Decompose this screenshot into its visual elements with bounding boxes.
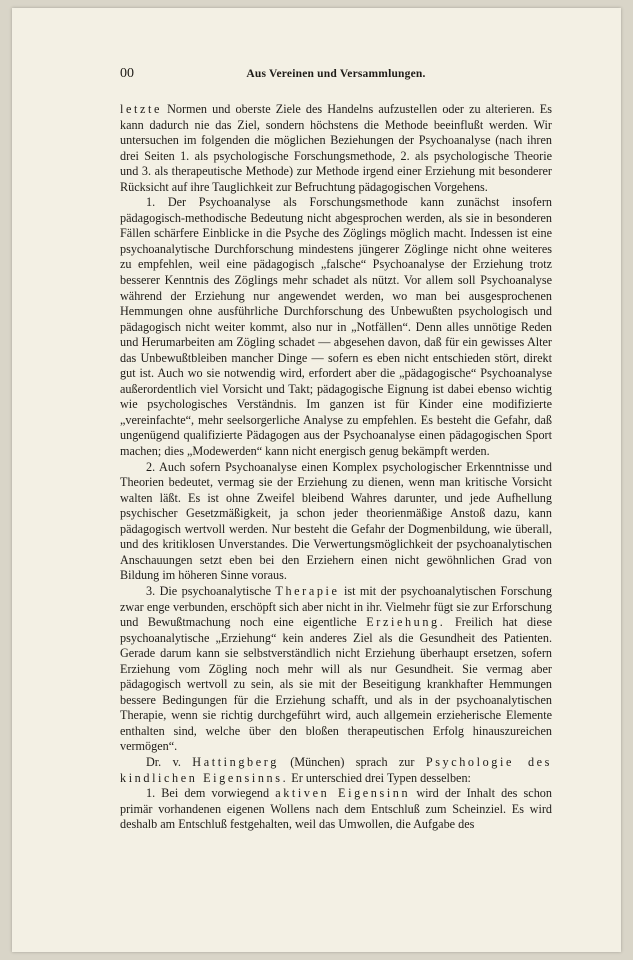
- spaced-name: Hattingberg: [192, 754, 279, 769]
- running-head: Aus Vereinen und Versammlungen.: [246, 68, 426, 80]
- page-number: 00: [120, 66, 134, 81]
- paragraph-text-mid: (München) sprach zur: [278, 754, 426, 769]
- paragraph-text: Er unterschied drei Typen desselben:: [288, 770, 471, 785]
- paragraph-text-start: 3. Die psychoanalytische: [146, 583, 276, 598]
- spaced-word: letzte: [120, 102, 162, 116]
- paragraph-6: [120, 786, 552, 833]
- paragraph-4: [120, 584, 552, 755]
- paragraph-text-mid: ist mit der psychoanalytischen Forschung zwar enge verbunden, erschöpft sich aber nicht in ihr. Vielmehr fügt sie zur Erforschung und Bewußtmachung noch eine eigentliche: [120, 583, 552, 630]
- paragraph-text-start: 1. Bei dem vorwiegend: [146, 786, 276, 801]
- paragraph-text: Freilich hat diese psychoanalytische „Erziehung“ kein anderes Ziel als die Gesundheit des Patienten. Gerade darum kann sie selbstverständlich nicht Erziehung überhaupt ersetzen, sofern Erziehung vom Zögling noch mehr will als nur Gesundheit. Sie vermag aber pädagogisch wertvoll zu sein, als sie mit der Beseitigung krankhafter Hemmungen bessere Bedingungen für die Erziehung schafft, und als in der psychoanalytischen Therapie, wenn sie richtig durchgeführt wird, auch allgemein erzieherische Elemente enthalten sind, welche über den bloßen therapeutischen Erfolg hinauszureichen vermögen“.: [120, 615, 553, 754]
- spaced-topic: Psychologie des kindlichen Eigensinns.: [120, 754, 552, 785]
- paragraph-3: [120, 460, 552, 584]
- book-page: [12, 8, 621, 952]
- paragraph-1: [120, 102, 552, 195]
- paragraph-2: [120, 195, 552, 459]
- paragraph-text: Normen und oberste Ziele des Handelns aufzustellen oder zu alterieren. Es kann dadurch nie das Ziel, sondern höchstens die Methode beeinflußt werden. Wir untersuchen im folgenden die möglichen Beziehungen der Psychoanalyse (nach ihren drei Seiten 1. als psychologische Forschungsmethode, 2. als psychologische Theorie und 3. als therapeutische Methode) zur Methode irgend einer Erziehung mit besonderer Rücksicht auf ihre Tauglichkeit zur Befruchtung pädagogischen Vorgehens.: [120, 102, 552, 194]
- paragraph-5: [120, 755, 552, 786]
- paragraph-text: wird der Inhalt des schon primär vorhandenen eigenen Wollens nach dem Entschluß zum Scheinziel. Es wird deshalb am Entschluß festgehalten, weil das Umwollen, die Aufgabe des: [120, 786, 552, 832]
- page-header: [120, 66, 552, 84]
- body-text: [120, 102, 552, 833]
- paragraph-text: 1. Der Psychoanalyse als Forschungsmethode kann zunächst insofern pädagogisch-methodische Bedeutung nicht abgesprochen werden, als sie in besonderen Fällen schärfere Einblicke in die Psyche des Zöglings möglich macht. Indessen ist eine psychoanalytische Durchforschung mindestens jüngerer Zöglinge nicht ohne weiteres zu empfehlen, weil eine pädagogisch „falsche“ Psychoanalyse der Erziehung trotz besserer Kenntnis des Zöglings mehr schadet als nützt. Vor allem soll Psychoanalyse während der Erziehung nur angewendet werden, wo man bei ausgesprochenen Hemmungen ohne ausführliche Durchforschung des Unbewußten psychologisch und pädagogisch nicht weiter kommt, also nur in „Notfällen“. Denn alles unnötige Reden und Herumarbeiten am Zögling schadet — abgesehen davon, daß für ein gewisses Alter das Unbewußtbleiben mancher Dinge — sofern es eben nicht entschieden stört, direkt gut ist. Auch wo sie notwendig wird, erfordert aber die „pädagogische“ Psychoanalyse außerordentlich viel Vorsicht und Takt; pädagogische Eignung ist dabei ebenso wichtig wie psychologisches Verständnis. Im ganzen ist für Kinder eine modifizierte „vereinfachte“, mehr seelsorgerliche Analyse zu empfehlen. Es besteht die Gefahr, daß ungenügend qualifizierte Pädagogen aus der Psychoanalyse einen pädagogischen Sport machen; dies „Modewerden“ kann nicht energisch genug bekämpft werden.: [120, 195, 552, 459]
- spaced-word: Therapie: [275, 583, 340, 598]
- paragraph-text: 2. Auch sofern Psychoanalyse einen Komplex psychologischer Erkenntnisse und Theorien bedeutet, vermag sie der Erziehung zu dienen, wenn man kritische Vorsicht walten läßt. Es ist ohne Zweifel bleibend Wahres darunter, und jede Aufhellung psychischer Gesetzmäßigkeit, ja schon jeder theorienmäßige Anstoß dazu, kann pädagogisch wertvoll werden. Nur besteht die Gefahr der Dogmenbildung, wie überall, und des kritiklosen Unverstandes. Die Verwertungsmöglichkeit der psychoanalytischen Anschauungen setzt eben bei den Erziehern einen nicht gewöhnlichen Grad von Bildung im höheren Sinne voraus.: [120, 459, 552, 583]
- paragraph-text-start: Dr. v.: [146, 754, 193, 769]
- spaced-word: aktiven Eigensinn: [275, 786, 411, 801]
- spaced-word: Erziehung.: [366, 615, 446, 630]
